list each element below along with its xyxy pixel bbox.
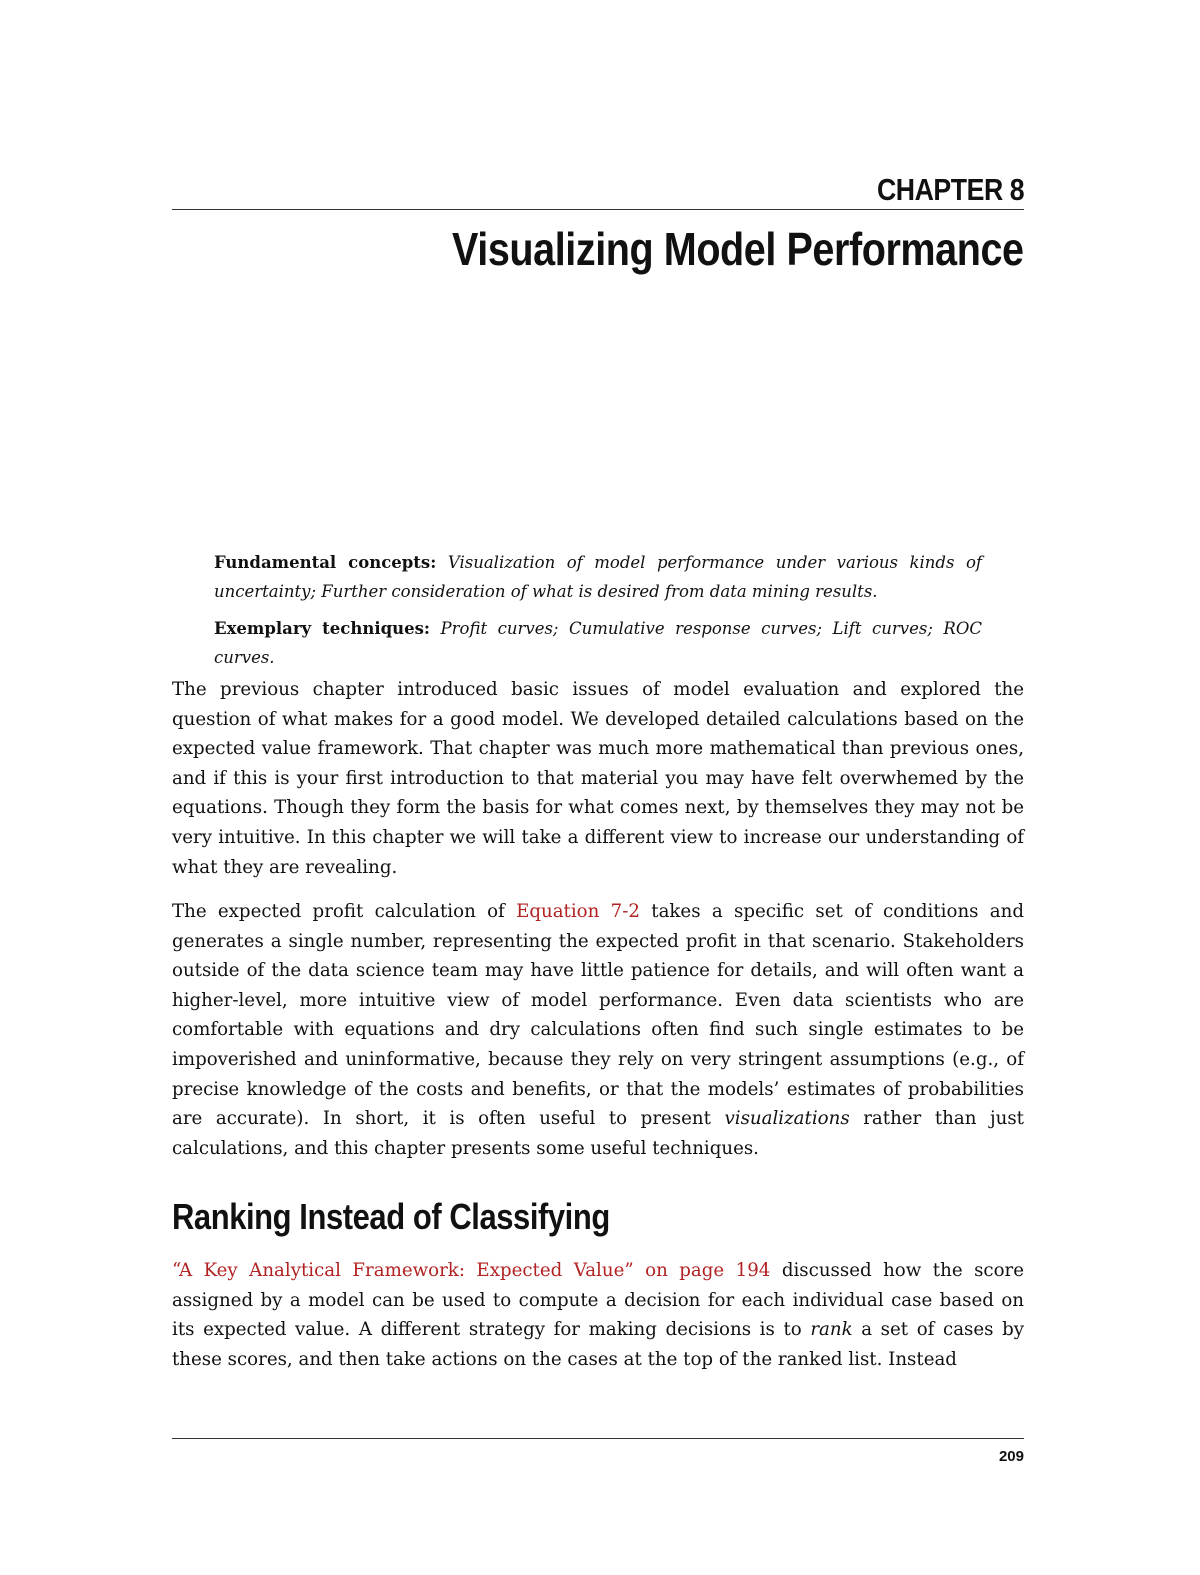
footer-rule xyxy=(172,1438,1024,1439)
chapter-label: CHAPTER 8 xyxy=(876,172,1024,207)
fundamental-concepts-text: Visualization of model performance under various kinds of uncertainty; Further consideration of what is desired from data mining results. xyxy=(214,553,982,601)
para2-emphasis: visualizations xyxy=(724,1108,850,1130)
para2-text-a: The expected profit calculation of xyxy=(172,901,517,922)
exemplary-techniques-text: Profit curves; Cumulative response curves; Lift curves; ROC curves. xyxy=(214,619,983,667)
para2-text-c: rather than just calculations, and this chapter presents some useful techniques. xyxy=(172,1108,1024,1159)
section-text-a: discussed how the score assigned by a model can be used to compute a decision for each individual case based on its expected value. A different strategy for making decisions is to xyxy=(172,1260,1024,1341)
section-text-b: a set of cases by these scores, and then take actions on the cases at the top of the ranked list. Instead xyxy=(172,1319,1025,1370)
body-paragraph-1-text: The previous chapter introduced basic issues of model evaluation and explored the question of what makes for a good model. We developed detailed calculations based on the expected value framework. That chapter was much more mathematical than previous ones, and if this is your first introduction to that material you may have felt overwhemed by the equations. Though they form the basis for what comes next, by themselves they may not be very intuitive. In this chapter we will take a different view to increase our understanding of what they are revealing. xyxy=(172,679,1024,878)
exemplary-techniques xyxy=(214,614,982,672)
equation-7-2-link[interactable]: Equation 7-2 xyxy=(516,901,640,922)
body-paragraph-1 xyxy=(172,675,1024,882)
section-paragraph-text xyxy=(172,1256,1024,1374)
body-paragraph-2 xyxy=(172,897,1024,1163)
section-emphasis: rank xyxy=(810,1319,853,1341)
chapter-summary xyxy=(214,548,982,680)
expected-value-link[interactable]: “A Key Analytical Framework: Expected Value” on page 194 xyxy=(172,1260,771,1281)
section-paragraph xyxy=(172,1256,1024,1374)
chapter-rule xyxy=(172,209,1024,210)
exemplary-techniques-label: Exemplary techniques: xyxy=(214,619,431,638)
page-number: 209 xyxy=(998,1448,1024,1465)
chapter-title: Visualizing Model Performance xyxy=(452,223,1024,275)
fundamental-concepts xyxy=(214,548,982,606)
para2-text-b: takes a specific set of conditions and generates a single number, representing the expected profit in that scenario. Stakeholders outside of the data science team may have little patience for details, and will often want a higher-level, more intuitive view of model performance. Even data scientists who are comfortable with equations and dry calculations often find such single estimates to be impoverished and uninformative, because they rely on very stringent assumptions (e.g., of precise knowledge of the costs and benefits, or that the models’ estimates of probabilities are accurate). In short, it is often useful to present xyxy=(172,901,1024,1130)
body-paragraph-2-text xyxy=(172,897,1024,1163)
section-heading: Ranking Instead of Classifying xyxy=(172,1196,610,1237)
fundamental-concepts-label: Fundamental concepts: xyxy=(214,553,437,572)
